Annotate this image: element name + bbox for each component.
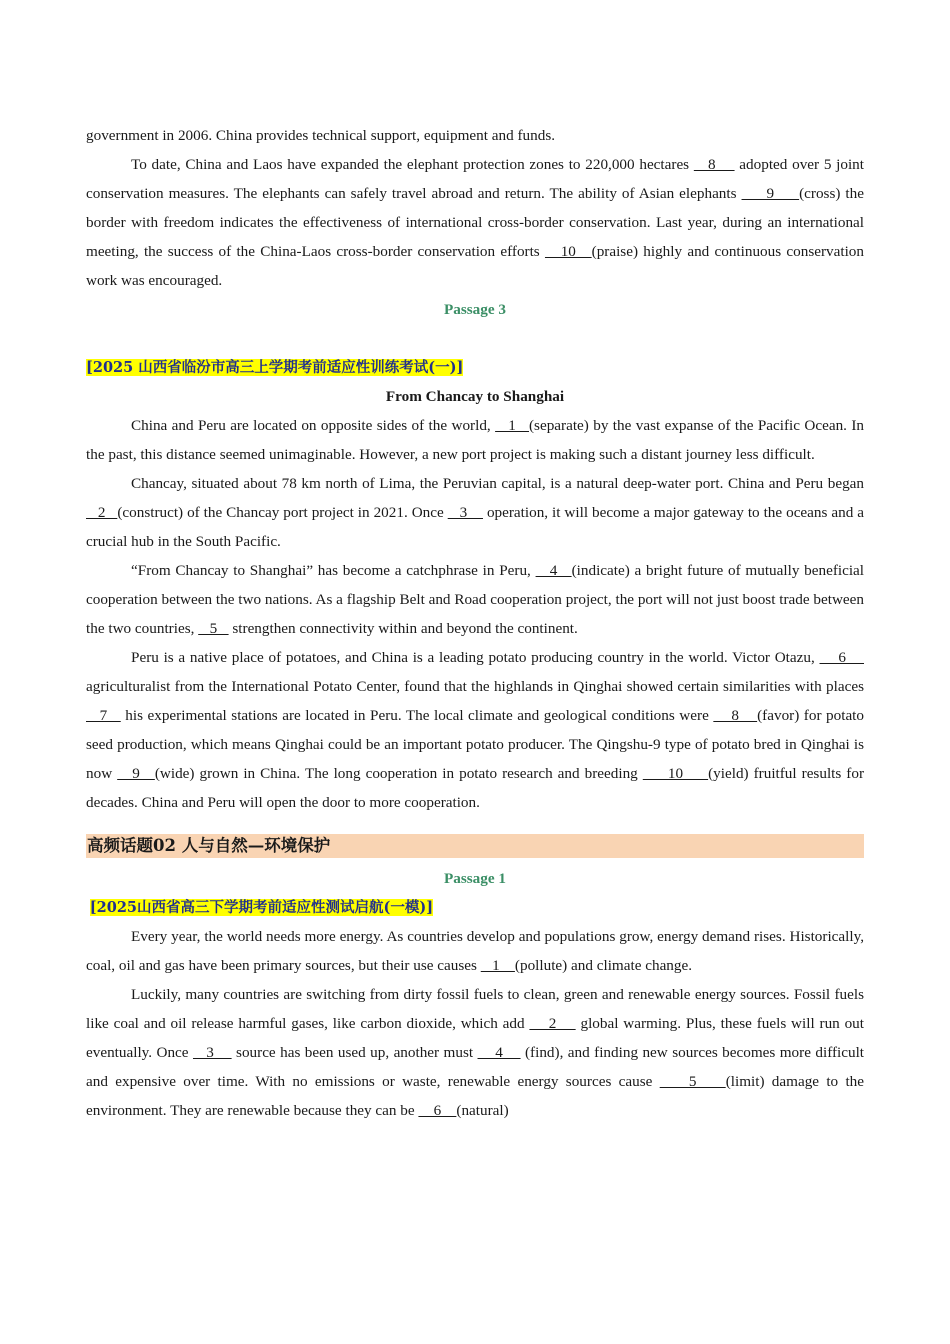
passage3-paragraph-2: Chancay, situated about 78 km north of Lima, the Peruvian capital, is a natural deep-water port. China and Peru began 2 (construct) of the Chancay port project in 2021. Once 3 operation, it will become a major gateway to the oceans and a crucial hub in the South Pacific. xyxy=(86,475,864,550)
topic-heading: 高频话题02 人与自然—环境保护 xyxy=(86,834,864,858)
passage3-paragraph-3: “From Chancay to Shanghai” has become a catchphrase in Peru, 4 (indicate) a bright future of mutually beneficial cooperation between the two nations. As a flagship Belt and Road cooperation project, the port will not just boost trade between the two countries, 5 strengthen connectivity within and beyond the continent. xyxy=(86,562,865,637)
blank-6: 6 xyxy=(418,1102,457,1119)
blank-8: 8 xyxy=(693,156,735,173)
blank-10: 10 xyxy=(642,765,709,782)
topic-paragraph-1: Every year, the world needs more energy. As countries develop and populations grow, energy demand rises. Historically, coal, oil and gas have been primary sources, but their use causes 1 (pollute) and climate change. xyxy=(86,928,864,974)
passage2-paragraph-end: government in 2006. China provides technical support, equipment and funds. xyxy=(86,127,556,144)
blank-5: 5 xyxy=(198,620,229,637)
passage-1-title: Passage 1 xyxy=(443,870,506,887)
blank-10: 10 xyxy=(544,243,592,260)
passage3-paragraph-4: Peru is a native place of potatoes, and China is a leading potato producing country in the world. Victor Otazu, 6 agriculturalist from the International Potato Center, found that the highlands in Qinghai showed certain similarities with places 7 his experimental stations are located in Peru. The local climate and geological conditions were 8 (favor) for potato seed production, which means Qinghai could be an important potato producer. The Qingshu-9 type of potato bred in Qinghai is now 9 (wide) grown in China. The long cooperation in potato research and breeding 10 (yield) fruitful results for decades. China and Peru will open the door to more cooperation. xyxy=(86,649,865,811)
blank-4: 4 xyxy=(535,562,572,579)
blank-2: 2 xyxy=(529,1015,576,1032)
blank-9: 9 xyxy=(741,185,800,202)
blank-2: 2 xyxy=(86,504,118,521)
passage3-paragraph-1: China and Peru are located on opposite sides of the world, 1 (separate) by the vast expanse of the Pacific Ocean. In the past, this distance seemed unimaginable. However, a new port project is making such a distant journey less difficult. xyxy=(86,417,864,463)
passage2-paragraph-laos: To date, China and Laos have expanded the elephant protection zones to 220,000 hectares 8 adopted over 5 joint conservation measures. The elephants can safely travel abroad and return. The ability of Asian elephants 9 (cross) the border with freedom indicates the effectiveness of international cross-border conservation. Last year, during an international meeting, the success of the China-Laos cross-border conservation efforts 10 (praise) highly and continuous conservation work was encouraged. xyxy=(86,156,864,289)
blank-1: 1 xyxy=(480,957,515,974)
blank-1: 1 xyxy=(495,417,529,434)
blank-6: 6 xyxy=(819,649,864,666)
blank-8: 8 xyxy=(713,707,758,724)
document-page xyxy=(86,121,864,1125)
article-title: From Chancay to Shanghai xyxy=(385,388,565,405)
topic-paragraph-2: Luckily, many countries are switching from dirty fossil fuels to clean, green and renewable energy sources. Fossil fuels like coal and oil release harmful gases, like carbon dioxide, which add 2 global warming. Plus, these fuels will run out eventually. Once 3 source has been used up, another must 4 (find), and finding new sources becomes more difficult and expensive over time. With no emissions or waste, renewable energy sources cause 5 (limit) damage to the environment. They are renewable because they can be 6 (natural) xyxy=(86,986,865,1119)
blank-5: 5 xyxy=(659,1073,726,1090)
blank-3: 3 xyxy=(192,1044,232,1061)
passage-3-title: Passage 3 xyxy=(443,301,506,318)
passage-1-source: [2025山西省高三下学期考前适应性测试启航(一模)] xyxy=(89,899,434,916)
blank-7: 7 xyxy=(86,707,121,724)
blank-4: 4 xyxy=(477,1044,521,1061)
blank-9: 9 xyxy=(117,765,155,782)
blank-3: 3 xyxy=(447,504,483,521)
passage-3-source: [2025 山西省临汾市高三上学期考前适应性训练考试(一)] xyxy=(86,359,464,376)
